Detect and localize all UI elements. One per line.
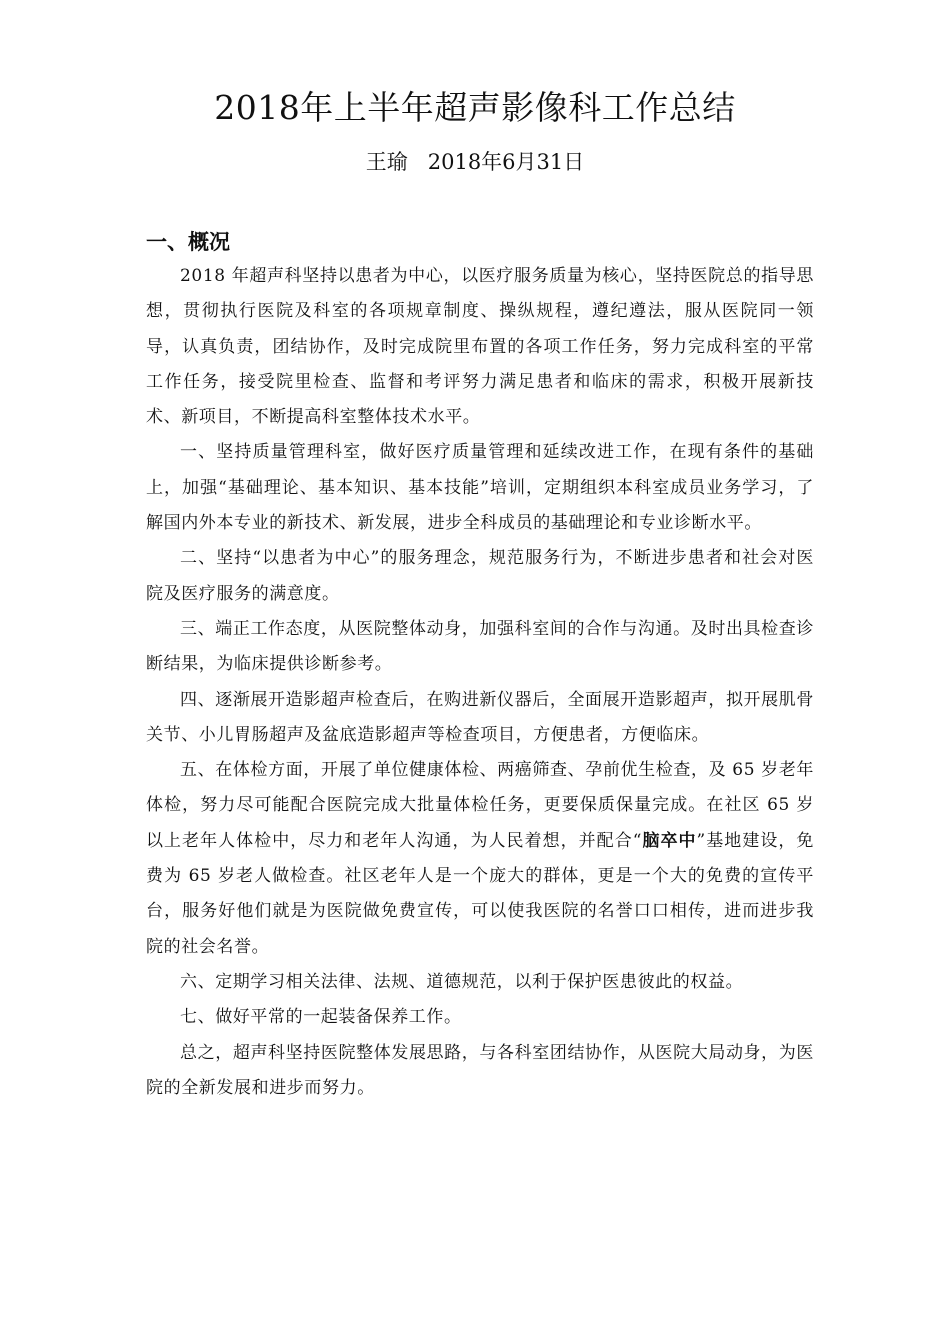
- paragraph-quality-management: 一、坚持质量管理科室，做好医疗质量管理和延续改进工作，在现有条件的基础上，加强“基础理论、基本知识、基本技能”培训，定期组织本科室成员业务学习，了解国内外本专业的新技术、新发展，进步全科成员的基础理论和专业诊断水平。: [146, 442, 814, 534]
- document-title: 2018年上半年超声影像科工作总结: [214, 88, 736, 127]
- paragraph-legal-study: 六、定期学习相关法律、法规、道德规范，以利于保护医患彼此的权益。: [180, 971, 744, 992]
- paragraph-equipment: 七、做好平常的一起装备保养工作。: [180, 1007, 462, 1028]
- byline: [0, 146, 950, 176]
- emphasis-text: 脑卒中: [642, 830, 697, 851]
- paragraph-text: 五、在体检方面，开展了单位健康体检、两癌筛查、孕前优生检查，及 65 岁老年体检，努力尽可能配合医院完成大批量体检任务，更要保质保量完成。在社区 65 岁以上老年人体检中，尽力和老年人沟通，为人民着想，并配合“: [146, 760, 814, 851]
- paragraph-health-checkup: [146, 753, 814, 965]
- document-date: 2018年6月31日: [427, 150, 585, 174]
- paragraph-overview: 2018 年超声科坚持以患者为中心，以医疗服务质量为核心，坚持医院总的指导思想，贯彻执行医院及科室的各项规章制度、操纵规程，遵纪遵法，服从医院同一领导，认真负责，团结协作，及时完成院里布置的各项工作任务，努力完成科室的平常工作任务，接受院里检查、监督和考评努力满足患者和临床的需求，积极开展新技术、新项目，不断提高科室整体技术水平。: [146, 266, 814, 428]
- paragraph-text: ”基地建设，免费为 65 岁老人做检查。社区老年人是一个庞大的群体，更是一个大的免费的宣传平台，服务好他们就是为医院做免费宣传，可以使我医院的名誉口口相传，进而进步我院的社会名誉。: [146, 830, 814, 957]
- author-name: 王瑜: [365, 150, 408, 174]
- section-heading: 一、概况: [146, 230, 230, 254]
- paragraph-patient-centered: 二、坚持“以患者为中心”的服务理念，规范服务行为，不断进步患者和社会对医院及医疗服务的满意度。: [146, 548, 814, 604]
- paragraph-conclusion: 总之，超声科坚持医院整体发展思路，与各科室团结协作，从医院大局动身，为医院的全新发展和进步而努力。: [146, 1042, 814, 1098]
- paragraph-contrast-ultrasound: 四、逐渐展开造影超声检查后，在购进新仪器后，全面展开造影超声，拟开展肌骨关节、小儿胃肠超声及盆底造影超声等检查项目，方便患者，方便临床。: [146, 689, 814, 745]
- paragraph-work-attitude: 三、端正工作态度，从医院整体动身，加强科室间的合作与沟通。及时出具检查诊断结果，为临床提供诊断参考。: [146, 618, 814, 675]
- document-body: [146, 259, 814, 1106]
